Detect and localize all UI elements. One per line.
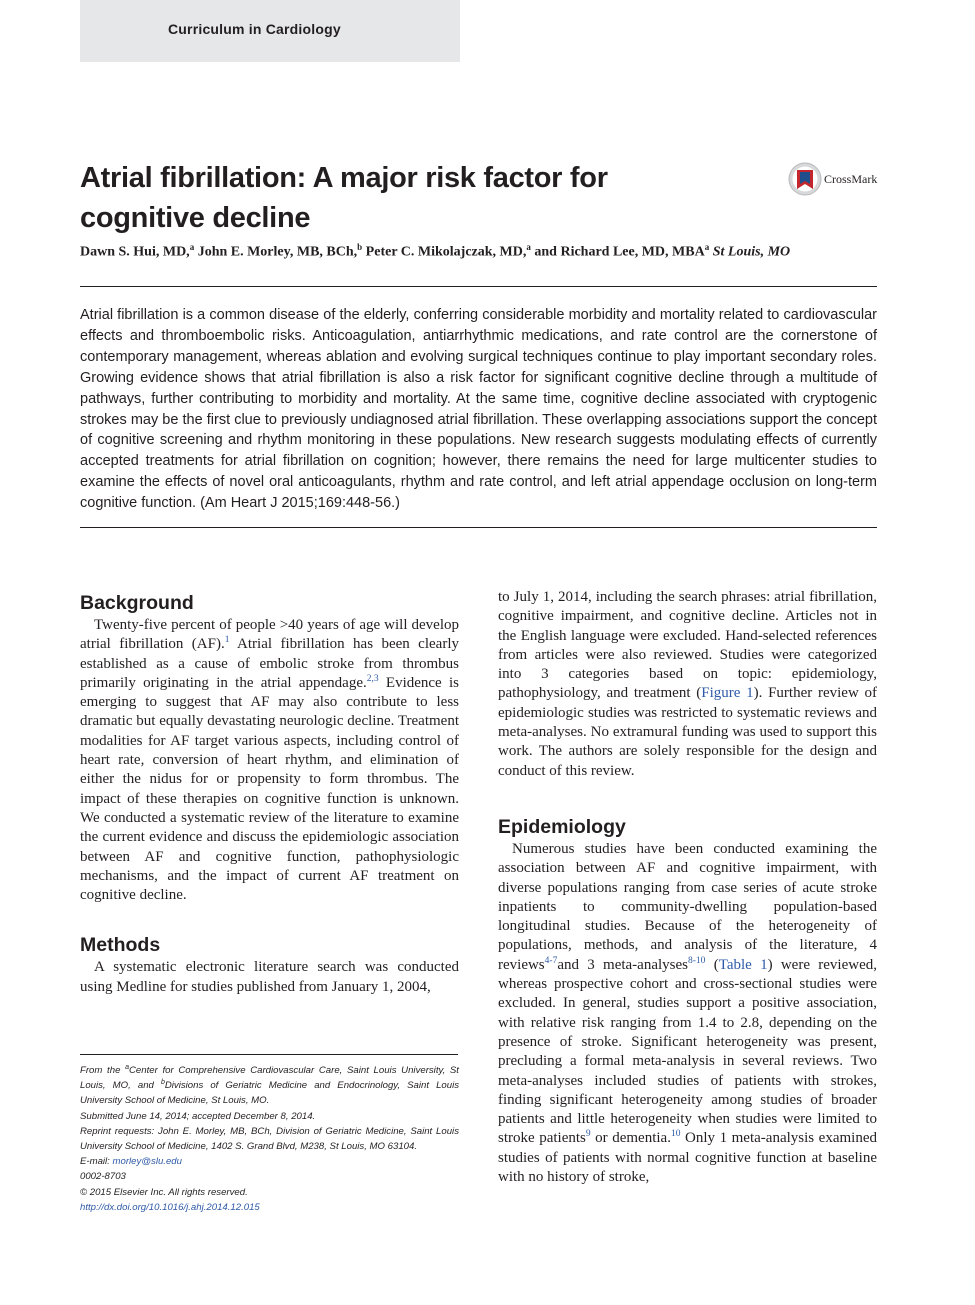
author: Richard Lee, MD, MBA [560,244,705,260]
citation-link[interactable]: 10 [670,1129,681,1140]
affiliations-note: From the $^a$Center for Comprehensive Cardiovascular Care, Saint Louis University, St Louis, MO, and $^b$Divisions of Geriatric Medicine and Endocrinology, Saint Louis University School of Medicine, St Louis, MO. [80,1063,459,1107]
affiliation-mark: a [526,242,531,252]
doi-link[interactable]: http://dx.doi.org/10.1016/j.ahj.2014.12.015 [80,1201,260,1213]
affiliation-mark: b [357,242,363,252]
citation-link[interactable]: 4-7 [544,955,558,966]
abstract-bottom-rule [80,527,877,528]
email-link[interactable]: morley@slu.edu [112,1156,182,1168]
section-heading-background: Background [80,592,194,614]
article-title: Atrial fibrillation: A major risk factor for cognitive decline [80,162,608,234]
author-line: Dawn S. Hui, MD,$^a$ John E. Morley, MB, BCh,$^b$ Peter C. Mikolajczak, MD,$^a$ and Richard Lee, MD, MBA$^a$ St Louis, MO [80,242,791,260]
author-location: St Louis, MO [712,244,791,260]
methods-paragraph-continued: to July 1, 2014, including the search phrases: atrial fibrillation, cognitive impairment, and cognitive decline. Articles not in the English language were excluded. Hand-selected references from articles were also reviewed. Studies were categorized into 3 categories based on topic: epidemiology, pathophysiology, and treatment (Figure 1). Further review of epidemiologic studies was restricted to systematic reviews and meta-analyses. No extramural funding was used to support this work. The authors are solely responsible for the design and conduct of this review. [498,589,877,779]
epidemiology-paragraph: Numerous studies have been conducted examining the association between AF and cognitive impairment, with diverse populations ranging from case series of acute stroke inpatients to community-dwelling population-based longitudinal studies. Because of the heterogeneity of populations, methods, and analysis of the literature, 4 reviews$^{4-7}$and 3 meta-analyses$^{8-10}$ (Table 1) were reviewed, whereas prospective cohort and cross-sectional studies were excluded. In general, studies support a positive association, with relative risk ranging from 1.4 to 2.8, depending on the presence of stroke. Significant heterogeneity was present, precluding a formal meta-analysis in several reviews. Two meta-analyses included studies of patients with strokes, finding significant heterogeneity among studies of broader patients and little heterogeneity when studies were limited to stroke patients$^9$ or dementia.$^{10}$ Only 1 meta-analysis examined studies of patients with normal cognitive function at baseline with no history of stroke, [498,840,877,1186]
author: Dawn S. Hui, MD, [80,244,190,260]
abstract: Atrial fibrillation is a common disease of the elderly, conferring considerable morbidity and mortality related to cardiovascular effects and thromboembolic risks. Anticoagulation, antiarrhythmic medications, and rate control are the cornerstone of contemporary management, whereas ablation and evolving surgical techniques continue to play important secondary roles. Growing evidence shows that atrial fibrillation is also a risk factor for significant cognitive decline through a multitude of pathways, further contributing to morbidity and mortality. At the same time, cognitive decline associated with cryptogenic strokes may be the first clue to previously undiagnosed atrial fibrillation. These overlapping associations support the concept of cognitive screening and rhythm monitoring in these populations. New research suggests modulating effects of currently accepted treatments for atrial fibrillation on cognition; however, there remains the need for large multicenter studies to examine the effects of novel oral anticoagulants, rhythm and rate control, and left atrial appendage occlusion on long-term cognitive function. (Am Heart J 2015;169:448-56.) [80,307,877,512]
citation-link[interactable]: 2,3 [366,673,379,684]
figure-link[interactable]: Figure 1 [701,685,754,702]
crossmark-label: CrossMark [824,172,878,186]
submission-dates: Submitted June 14, 2014; accepted December 8, 2014. [80,1110,316,1122]
section-label: Curriculum in Cardiology [168,21,341,37]
author: John E. Morley, MB, BCh, [197,244,358,260]
author: Peter C. Mikolajczak, MD, [365,244,527,260]
left-column [80,590,459,997]
affiliation-mark: a [704,242,710,252]
footnote-rule [80,1054,458,1055]
affiliation-mark: a [189,242,195,252]
section-heading-epidemiology: Epidemiology [498,815,626,838]
reprint-requests: Reprint requests: John E. Morley, MB, BCh, Division of Geriatric Medicine, Saint Louis University School of Medicine, 1402 S. Grand Blvd, M238, St Louis, MO 63104. [80,1125,459,1153]
right-column [498,588,877,1187]
methods-paragraph: A systematic electronic literature search was conducted using Medline for studies published from January 1, 2004, [80,959,459,995]
table-link[interactable]: Table 1 [718,956,768,973]
email-note: E-mail: morley@slu.edu [80,1156,182,1168]
crossmark-badge[interactable] [788,162,888,196]
citation-link[interactable]: 9 [585,1129,591,1140]
citation-link[interactable]: 8-10 [688,955,706,966]
citation-link[interactable]: 1 [224,635,230,646]
background-paragraph: Twenty-five percent of people >40 years of age will develop atrial fibrillation (AF).$^1$ Atrial fibrillation has been clearly established as a cause of embolic stroke from thrombus primarily originating in the atrial appendage.$^{2,3}$ Evidence is emerging to suggest that AF may also contribute to less dramatic but equally devastating neurologic decline. Treatment modalities for AF target various aspects, including control of heart rate, conversion of heart rhythm, and elimination of either the nidus for or propensity to form thrombus. The impact of these therapies on cognitive function is unknown. We conducted a systematic review of the literature to examine the current evidence and discuss the epidemiologic association between AF and cognitive function, pathophysiologic mechanisms, and the impact of current AF treatment on cognitive decline. [80,617,460,904]
abstract-top-rule [80,286,877,287]
crossmark-icon [788,162,822,196]
footnotes [80,1063,459,1215]
issn: 0002-8703 [80,1171,126,1183]
copyright: © 2015 Elsevier Inc. All rights reserved. [80,1186,248,1198]
section-heading-methods: Methods [80,934,161,957]
